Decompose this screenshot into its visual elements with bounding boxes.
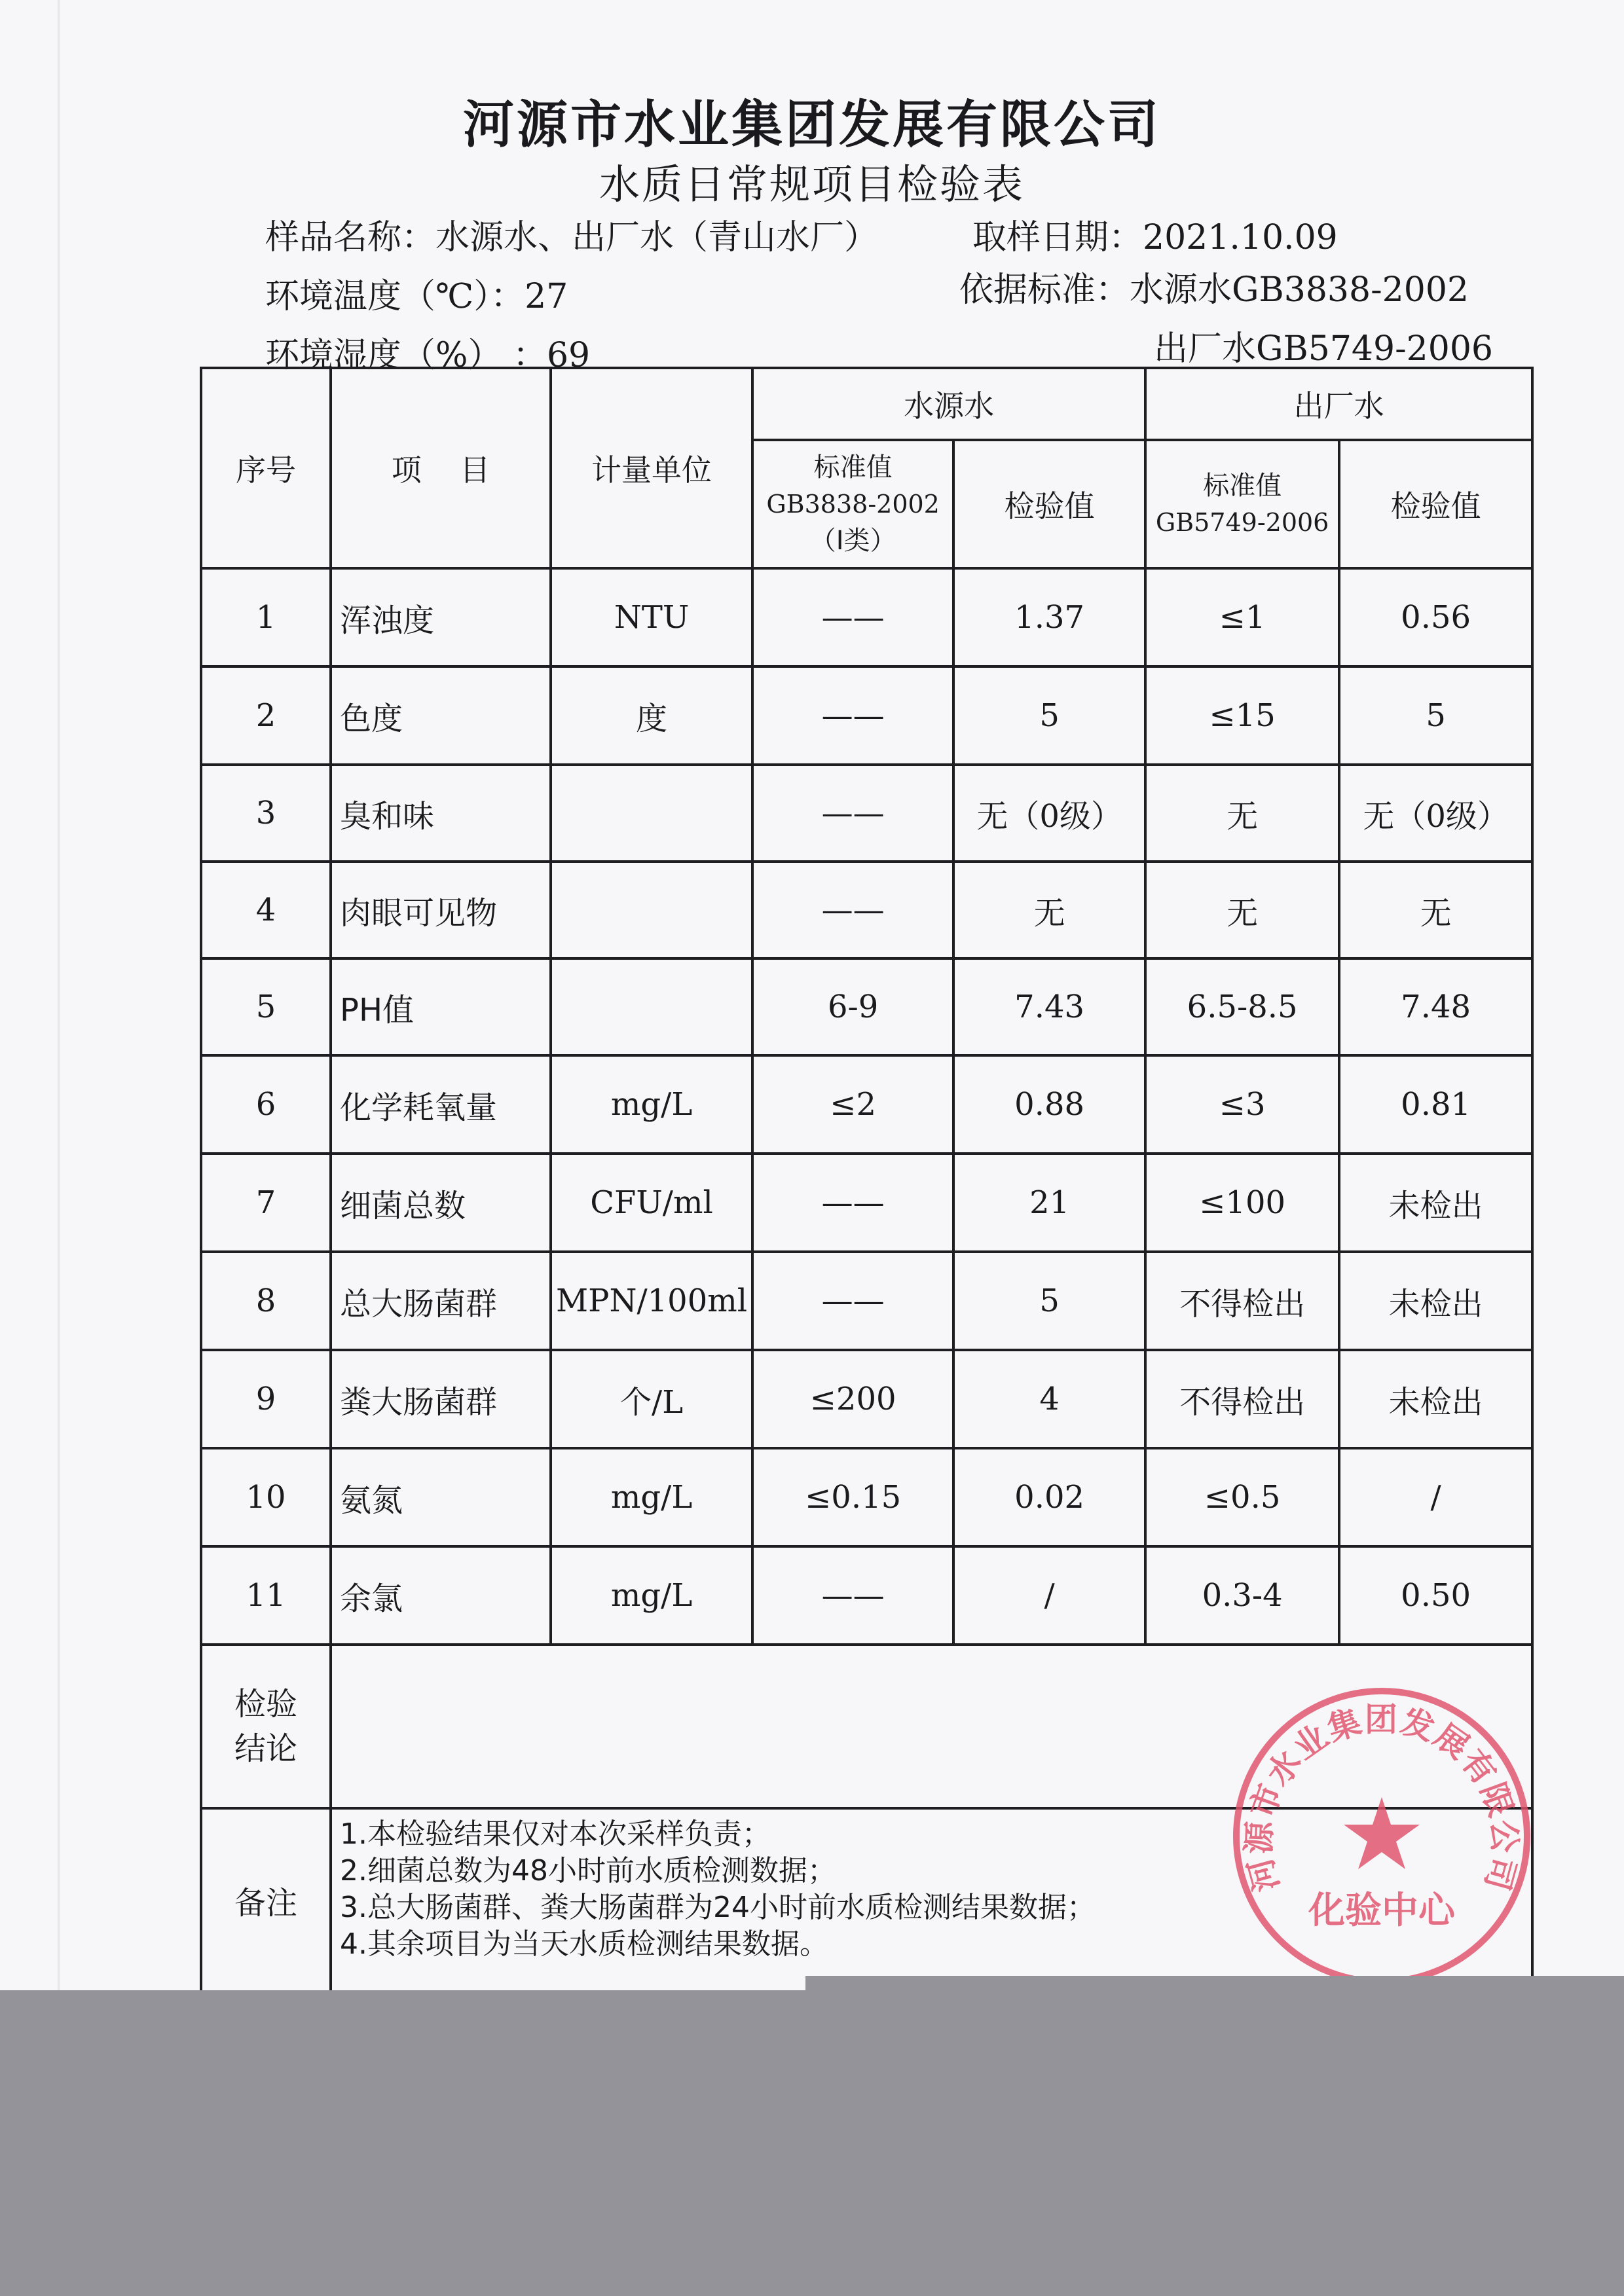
cell-source-value: 21: [953, 1154, 1145, 1252]
remark-line: 1.本检验结果仅对本次采样负责；: [340, 1817, 771, 1851]
header-source-standard: 标准值 GB3838-2002 （Ⅰ类）: [752, 440, 953, 568]
cell-source-value: 无（0级）: [953, 765, 1145, 862]
cell-plant-value: 未检出: [1339, 1350, 1532, 1448]
cell-plant-value: 0.50: [1339, 1546, 1532, 1645]
header-source-value: 检验值: [953, 440, 1145, 568]
cell-plant-standard: ≤1: [1145, 568, 1339, 666]
cell-item-name: 肉眼可见物: [331, 862, 551, 958]
cell-unit: mg/L: [551, 1055, 752, 1154]
cell-unit: CFU/ml: [551, 1154, 752, 1252]
cell-source-value: 7.43: [953, 958, 1145, 1055]
cell-unit: mg/L: [551, 1546, 752, 1645]
cell-item-name: 色度: [331, 666, 551, 765]
header-plant-value: 检验值: [1339, 440, 1532, 568]
cell-source-value: 5: [953, 666, 1145, 765]
sample-date: 取样日期：2021.10.09: [972, 218, 1338, 257]
cell-item-name: 总大肠菌群: [331, 1252, 551, 1350]
cell-plant-standard: 不得检出: [1145, 1252, 1339, 1350]
cell-source-value: 0.02: [953, 1448, 1145, 1546]
header-serial-no: 序号: [201, 368, 331, 568]
cell-source-value: 5: [953, 1252, 1145, 1350]
cell-source-standard: ≤200: [752, 1350, 953, 1448]
cell-plant-standard: ≤15: [1145, 666, 1339, 765]
cell-plant-standard: 0.3-4: [1145, 1546, 1339, 1645]
environment-temperature: 环境温度（℃）：27: [265, 277, 568, 316]
table-row: [201, 862, 1532, 958]
cell-serial-no: 7: [201, 1154, 331, 1252]
cell-plant-standard: 不得检出: [1145, 1350, 1339, 1448]
cell-serial-no: 5: [201, 958, 331, 1055]
cell-serial-no: 6: [201, 1055, 331, 1154]
cell-plant-value: /: [1339, 1448, 1532, 1546]
table-row: [201, 1055, 1532, 1154]
paper-edge-line: [58, 0, 60, 1990]
cell-unit: 度: [551, 666, 752, 765]
cell-plant-value: 0.81: [1339, 1055, 1532, 1154]
header-unit: 计量单位: [551, 368, 752, 568]
standard-basis-plant: 出厂水GB5749-2006: [1154, 329, 1493, 369]
remark-line: 4.其余项目为当天水质检测结果数据。: [340, 1927, 828, 1961]
table-row: [201, 1252, 1532, 1350]
cell-serial-no: 2: [201, 666, 331, 765]
table-row: [201, 666, 1532, 765]
table-row: [201, 1154, 1532, 1252]
standard-basis: 依据标准：水源水GB3838-2002: [959, 270, 1469, 310]
cell-serial-no: 3: [201, 765, 331, 862]
cell-source-value: /: [953, 1546, 1145, 1645]
cell-plant-standard: ≤3: [1145, 1055, 1339, 1154]
cell-source-value: 无: [953, 862, 1145, 958]
cell-source-standard: 6-9: [752, 958, 953, 1055]
cell-source-standard: ——: [752, 1252, 953, 1350]
cell-item-name: 浑浊度: [331, 568, 551, 666]
cell-item-name: 余氯: [331, 1546, 551, 1645]
cell-unit: 个/L: [551, 1350, 752, 1448]
sample-name: 样品名称：水源水、出厂水（青山水厂）: [265, 218, 879, 257]
header-plant-standard: 标准值 GB5749-2006: [1145, 440, 1339, 568]
cell-plant-standard: 无: [1145, 862, 1339, 958]
header-source-water: 水源水: [752, 368, 1145, 440]
cell-source-standard: ——: [752, 666, 953, 765]
cell-source-standard: ——: [752, 568, 953, 666]
cell-source-value: 4: [953, 1350, 1145, 1448]
cell-serial-no: 9: [201, 1350, 331, 1448]
cell-source-value: 1.37: [953, 568, 1145, 666]
cell-serial-no: 4: [201, 862, 331, 958]
scanner-background: [0, 1990, 1624, 2296]
remark-line: 2.细菌总数为48小时前水质检测数据；: [340, 1854, 836, 1887]
table-row: [201, 958, 1532, 1055]
cell-source-standard: ≤0.15: [752, 1448, 953, 1546]
table-row: [201, 1546, 1532, 1645]
table-row: [201, 1448, 1532, 1546]
cell-plant-standard: 无: [1145, 765, 1339, 862]
cell-item-name: 臭和味: [331, 765, 551, 862]
cell-item-name: 化学耗氧量: [331, 1055, 551, 1154]
cell-item-name: 细菌总数: [331, 1154, 551, 1252]
cell-plant-value: 5: [1339, 666, 1532, 765]
cell-plant-value: 0.56: [1339, 568, 1532, 666]
cell-item-name: 粪大肠菌群: [331, 1350, 551, 1448]
cell-serial-no: 10: [201, 1448, 331, 1546]
table-row: [201, 1350, 1532, 1448]
header-item: 项 目: [331, 368, 551, 568]
cell-unit: NTU: [551, 568, 752, 666]
cell-plant-value: 7.48: [1339, 958, 1532, 1055]
cell-plant-value: 无（0级）: [1339, 765, 1532, 862]
official-seal-stamp: [1225, 1679, 1539, 1994]
environment-humidity: 环境湿度（%） ：69: [265, 336, 591, 375]
cell-source-standard: ——: [752, 1546, 953, 1645]
cell-plant-standard: ≤100: [1145, 1154, 1339, 1252]
company-name: 河源市水业集团发展有限公司: [462, 96, 1161, 155]
cell-serial-no: 1: [201, 568, 331, 666]
table-row: [201, 568, 1532, 666]
cell-source-standard: ——: [752, 1154, 953, 1252]
remark-line: 3.总大肠菌群、粪大肠菌群为24小时前水质检测结果数据；: [340, 1891, 1096, 1924]
conclusion-label: 检验 结论: [201, 1645, 331, 1808]
cell-source-standard: ——: [752, 862, 953, 958]
cell-item-name: 氨氮: [331, 1448, 551, 1546]
table-row: [201, 765, 1532, 862]
cell-serial-no: 8: [201, 1252, 331, 1350]
cell-unit: [551, 958, 752, 1055]
document-title: 水质日常规项目检验表: [599, 160, 1025, 208]
cell-plant-value: 无: [1339, 862, 1532, 958]
remarks-label: 备注: [201, 1808, 331, 1998]
cell-source-value: 0.88: [953, 1055, 1145, 1154]
svg-text:化验中心: 化验中心: [1308, 1889, 1455, 1932]
cell-plant-value: 未检出: [1339, 1252, 1532, 1350]
cell-plant-standard: 6.5-8.5: [1145, 958, 1339, 1055]
cell-source-standard: ——: [752, 765, 953, 862]
cell-serial-no: 11: [201, 1546, 331, 1645]
cell-plant-value: 未检出: [1339, 1154, 1532, 1252]
cell-source-standard: ≤2: [752, 1055, 953, 1154]
cell-item-name: PH值: [331, 958, 551, 1055]
cell-unit: MPN/100ml: [551, 1252, 752, 1350]
cell-unit: mg/L: [551, 1448, 752, 1546]
cell-unit: [551, 862, 752, 958]
cell-plant-standard: ≤0.5: [1145, 1448, 1339, 1546]
header-plant-water: 出厂水: [1145, 368, 1532, 440]
cell-unit: [551, 765, 752, 862]
svg-text:河源市水业集团发展有限公司: 河源市水业集团发展有限公司: [1240, 1700, 1524, 1896]
